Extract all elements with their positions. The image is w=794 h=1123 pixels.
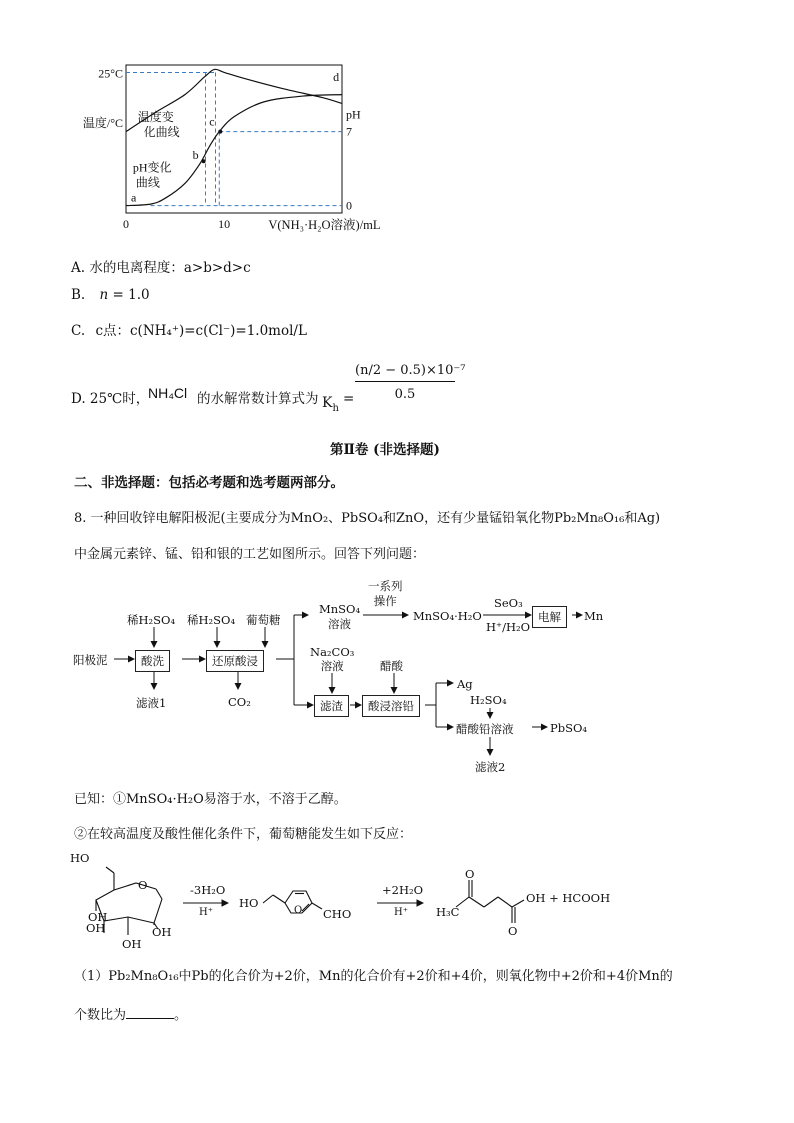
- ph-curve-label-1: pH变化: [132, 160, 172, 175]
- glucose-oh-1: OH: [88, 910, 108, 924]
- right-tick-0: 0: [346, 198, 352, 213]
- acetic-acid-label: 醋酸: [380, 659, 403, 673]
- temp-curve-label-2: 化曲线: [143, 125, 180, 140]
- ph-curve-label-2: 曲线: [135, 175, 160, 190]
- pbso4-product: PbSO₄: [550, 721, 588, 735]
- box-reductive-leach: 还原酸浸: [206, 650, 264, 672]
- option-a-text: 水的电离程度：a>b>d>c: [89, 260, 251, 276]
- point-a-label: a: [130, 190, 137, 205]
- cond-1-top: -3H₂O: [190, 883, 226, 897]
- q1-line1: （1）Pb₂Mn₈O₁₆中Pb的化合价为+2价，Mn的化合价有+2价和+4价，则氧化物中+2价和+4价Mn的: [74, 969, 673, 984]
- reaction-scheme: [66, 845, 626, 955]
- glucose-ring-o: O: [138, 878, 148, 892]
- acid-water-cond: H⁺/H₂O: [486, 620, 531, 634]
- filtrate-2: 滤液2: [475, 760, 506, 774]
- ag-product: Ag: [457, 677, 473, 691]
- series-operation-label: 一系列 操作: [368, 579, 403, 608]
- reagent-2: 稀H₂SO₄: [187, 613, 236, 627]
- process-flow: [70, 575, 630, 775]
- hmf-ho: HO: [239, 896, 259, 910]
- na2co3-label: Na₂CO₃ 溶液: [310, 645, 355, 673]
- x-axis-label: V(NH₃·H₂O溶液)/mL: [268, 218, 381, 232]
- mnso4-h2o-product: MnSO₄·H₂O: [413, 609, 482, 623]
- cond-1-bottom: H⁺: [199, 907, 213, 918]
- left-axis-label: 温度/°C: [82, 116, 123, 131]
- box-acid-wash: 酸洗: [135, 650, 170, 672]
- point-c-dot: [218, 130, 222, 134]
- lev-oh-hcooh: OH + HCOOH: [526, 891, 611, 905]
- seo3-label: SeO₃: [494, 596, 523, 610]
- point-c-label: c: [209, 114, 215, 129]
- point-b-label: b: [192, 148, 199, 163]
- box-electrolysis: 电解: [532, 606, 567, 628]
- right-axis-label: pH: [346, 107, 361, 122]
- q8-line1: 8. 一种回收锌电解阳极泥(主要成分为MnO₂、PbSO₄和ZnO，还有少量锰铅氧化物Pb₂Mn₈O₁₆和Ag): [74, 511, 661, 526]
- h2so4-label: H₂SO₄: [470, 693, 507, 707]
- q1-line2: 个数比为 。: [74, 1008, 188, 1023]
- lev-o-bottom: O: [508, 924, 518, 938]
- lev-h3c: H₃C: [436, 905, 460, 919]
- part-title: 二、非选择题：包括必考题和选考题两部分。: [74, 475, 344, 491]
- mnso4-label: MnSO₄ 溶液: [319, 602, 361, 631]
- option-b: B. n = 1.0: [71, 287, 150, 303]
- x-tick-0: 0: [123, 217, 129, 231]
- box-filter-residue: 滤渣: [314, 695, 349, 717]
- lead-acetate-solution: 醋酸铅溶液: [456, 722, 514, 736]
- x-tick-10: 10: [218, 217, 231, 231]
- temp-curve-label-1: 温度变: [137, 110, 174, 125]
- lev-o-top: O: [465, 867, 475, 881]
- right-tick-7: 7: [346, 124, 352, 139]
- q8-line2: 中金属元素锌、锰、铅和银的工艺如图所示。回答下列问题：: [74, 547, 426, 562]
- glucose-ho: HO: [70, 851, 90, 865]
- reagent-3: 葡萄糖: [246, 613, 281, 627]
- glucose-oh-3: OH: [86, 921, 106, 935]
- box-acid-leach-lead: 酸浸溶铅: [362, 695, 420, 717]
- mn-product: Mn: [584, 609, 604, 623]
- cond-2-top: +2H₂O: [382, 883, 424, 897]
- option-a: A. 水的电离程度：a>b>d>c: [71, 260, 251, 276]
- glucose-oh-2: OH: [122, 937, 142, 951]
- answer-blank[interactable]: [126, 1006, 174, 1019]
- volume-title: 第Ⅱ卷 (非选择题): [330, 442, 440, 458]
- point-b-dot: [202, 159, 206, 163]
- graph-area: [70, 60, 400, 250]
- reagent-1: 稀H₂SO₄: [127, 613, 176, 627]
- hmf-cho: CHO: [323, 907, 352, 921]
- filtrate-1: 滤液1: [136, 696, 167, 710]
- known-2: ②在较高温度及酸性催化条件下，葡萄糖能发生如下反应：: [74, 827, 413, 842]
- known-1: 已知：①MnSO₄·H₂O易溶于水，不溶于乙醇。: [74, 792, 347, 807]
- titration-chart: [70, 60, 400, 250]
- left-tick-25c: 25°C: [98, 66, 123, 81]
- co2-output: CO₂: [228, 695, 251, 709]
- hmf-ring-o: O: [294, 905, 303, 916]
- flow-start: 阳极泥: [73, 653, 108, 667]
- cond-2-bottom: H⁺: [394, 907, 408, 918]
- point-d-label: d: [333, 69, 340, 84]
- kh-fraction: (n/2 − 0.5)×10⁻⁷ 0.5: [355, 363, 466, 402]
- option-c: C. c点：c(NH₄⁺)=c(Cl⁻)=1.0mol/L: [71, 323, 307, 339]
- glucose-oh-4: OH: [152, 925, 172, 939]
- option-c-text: c点：c(NH₄⁺)=c(Cl⁻)=1.0mol/L: [95, 323, 307, 339]
